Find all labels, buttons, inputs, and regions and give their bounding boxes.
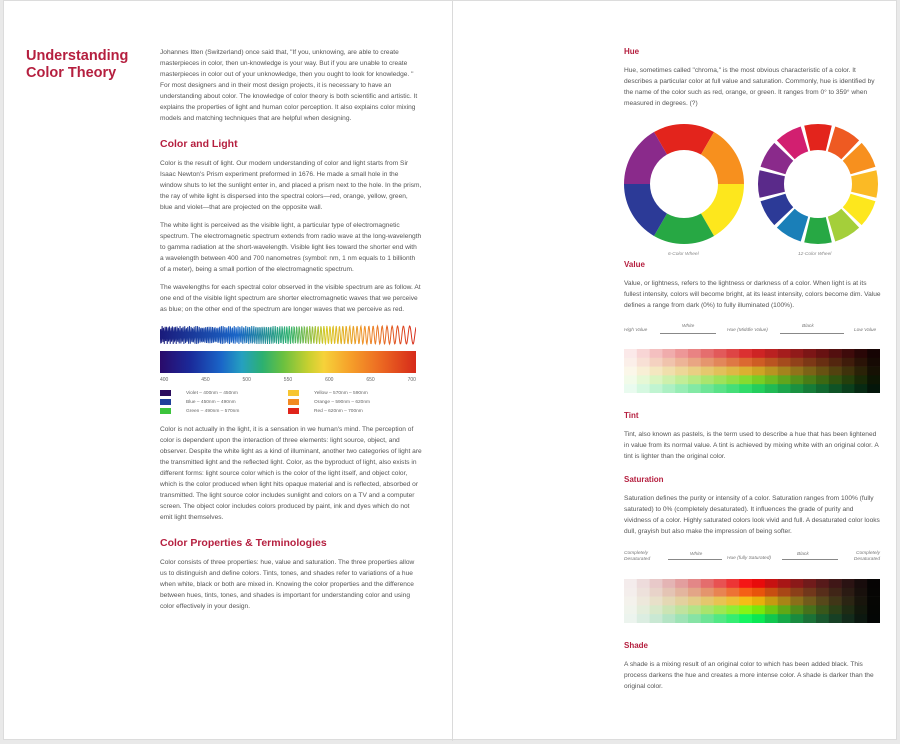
- grid-cell: [778, 375, 791, 384]
- grid-cell: [790, 375, 803, 384]
- grid-cell: [816, 358, 829, 367]
- grid-cell: [829, 614, 842, 623]
- grid-cell: [752, 349, 765, 358]
- grid-cell: [726, 367, 739, 376]
- grid-cell: [662, 358, 675, 367]
- grid-cell: [675, 588, 688, 597]
- grid-cell: [714, 375, 727, 384]
- value-arrow-right: [780, 333, 844, 334]
- grid-cell: [650, 384, 663, 393]
- grid-cell: [675, 579, 688, 588]
- grid-cell: [854, 579, 867, 588]
- grid-cell: [816, 605, 829, 614]
- grid-cell: [701, 358, 714, 367]
- tint-paragraph: Tint, also known as pastels, is the term used to describe a hue that has been lightened in value from its normal value. A tint is achieved by mixing white with an original color. A tint is lighter than the original color.: [624, 431, 879, 460]
- grid-cell: [624, 588, 637, 597]
- saturation-arrow-left: [668, 559, 722, 560]
- grid-cell: [765, 358, 778, 367]
- grid-cell: [752, 384, 765, 393]
- grid-cell: [650, 614, 663, 623]
- grid-cell: [790, 597, 803, 606]
- wheel-segment: [804, 217, 832, 244]
- grid-cell: [637, 597, 650, 606]
- grid-cell: [765, 588, 778, 597]
- grid-cell: [803, 588, 816, 597]
- grid-cell: [842, 605, 855, 614]
- grid-cell: [662, 367, 675, 376]
- grid-cell: [778, 367, 791, 376]
- grid-cell: [739, 367, 752, 376]
- grid-cell: [867, 605, 880, 614]
- legend-label: Yellow – 570nm – 590nm: [314, 390, 368, 396]
- tick-label: 600: [325, 377, 334, 383]
- grid-cell: [624, 579, 637, 588]
- grid-cell: [726, 375, 739, 384]
- grid-cell: [624, 349, 637, 358]
- title-line-2: Color Theory: [26, 65, 117, 81]
- grid-cell: [854, 597, 867, 606]
- shade-heading: Shade: [624, 641, 649, 650]
- grid-cell: [854, 367, 867, 376]
- grid-cell: [790, 605, 803, 614]
- grid-cell: [675, 367, 688, 376]
- tick-label: 650: [366, 377, 375, 383]
- grid-cell: [624, 367, 637, 376]
- spectrum-scale: [160, 377, 416, 383]
- six-color-wheel: [624, 122, 744, 246]
- grid-cell: [867, 588, 880, 597]
- grid-cell: [714, 597, 727, 606]
- value-heading: Value: [624, 260, 645, 269]
- grid-cell: [688, 349, 701, 358]
- grid-cell: [701, 579, 714, 588]
- wheel-segment: [851, 170, 878, 198]
- spectrum-legend: [160, 390, 422, 414]
- grid-cell: [650, 597, 663, 606]
- tick-label: 400: [160, 377, 169, 383]
- grid-cell: [867, 384, 880, 393]
- grid-cell: [842, 579, 855, 588]
- color-properties-paragraph: Color consists of three properties: hue, value and saturation. The three properties allow us to distinguish and define colors. Tints, tones, and shades refer to variations of a hue when white, black or both are mixed in. Knowing the color properties and the difference between hues, tints, tones, and shades is important for understanding color and using color effectively in your design.: [160, 559, 415, 610]
- value-scale-labels: [624, 324, 882, 338]
- grid-cell: [637, 384, 650, 393]
- grid-cell: [752, 375, 765, 384]
- saturation-paragraph: Saturation defines the purity or intensity of a color. Saturation ranges from 100% (fully saturated) to 0% (completely desaturated). It influences the grade of purity and vividness of a color. Highly saturated colors look vivid and full. A desaturated color looks dull, grayish but also make the impression of being softer.: [624, 495, 880, 535]
- grid-cell: [867, 358, 880, 367]
- black-label: Black: [797, 552, 809, 557]
- grid-cell: [662, 605, 675, 614]
- grid-cell: [816, 614, 829, 623]
- color-properties-heading: Color Properties & Terminologies: [160, 537, 327, 549]
- grid-cell: [829, 605, 842, 614]
- grid-cell: [829, 588, 842, 597]
- grid-cell: [688, 367, 701, 376]
- tick-label: 500: [242, 377, 251, 383]
- grid-cell: [701, 349, 714, 358]
- grid-cell: [650, 579, 663, 588]
- grid-cell: [726, 588, 739, 597]
- violet-swatch: [160, 390, 171, 396]
- tick-label: 550: [283, 377, 293, 383]
- grid-cell: [650, 588, 663, 597]
- grid-cell: [637, 579, 650, 588]
- desaturated-left-label: Completely Desaturated: [624, 551, 651, 562]
- color-light-paragraph-3: The wavelengths for each spectral color observed in the visible spectrum are as follow. At one end of the visible light spectrum are shorter electromagnetic waves that we perceive as blue; on the other end of the spectrum are longer waves that we perceive as red.: [160, 284, 421, 313]
- grid-cell: [842, 597, 855, 606]
- legend-label: Orange – 590nm – 620nm: [314, 399, 371, 405]
- grid-cell: [662, 614, 675, 623]
- grid-cell: [662, 349, 675, 358]
- grid-cell: [675, 605, 688, 614]
- grid-cell: [701, 614, 714, 623]
- grid-cell: [867, 367, 880, 376]
- grid-cell: [803, 367, 816, 376]
- grid-cell: [854, 349, 867, 358]
- brochure-page: [3, 0, 897, 740]
- grid-cell: [714, 579, 727, 588]
- grid-cell: [662, 579, 675, 588]
- grid-cell: [688, 579, 701, 588]
- grid-cell: [624, 358, 637, 367]
- value-paragraph: Value, or lightness, refers to the lightness or darkness of a color. When light is at its fullest intensity, colors will become bright, at its least intensity, colors become dim. Value defines a range from dark (0%) to fully illuminated (100%).: [624, 280, 881, 309]
- grid-cell: [688, 384, 701, 393]
- grid-cell: [765, 367, 778, 376]
- saturation-color-grid: [624, 579, 880, 623]
- grid-cell: [739, 614, 752, 623]
- grid-cell: [829, 384, 842, 393]
- fully-saturated-label: Hue (fully Saturated): [727, 556, 771, 561]
- green-swatch: [160, 408, 171, 414]
- grid-cell: [765, 384, 778, 393]
- grid-cell: [675, 358, 688, 367]
- grid-cell: [650, 349, 663, 358]
- grid-cell: [854, 605, 867, 614]
- grid-cell: [829, 358, 842, 367]
- grid-cell: [854, 384, 867, 393]
- saturation-arrow-right: [782, 559, 838, 560]
- grid-cell: [803, 375, 816, 384]
- grid-cell: [816, 597, 829, 606]
- grid-cell: [867, 579, 880, 588]
- grid-cell: [854, 614, 867, 623]
- wheel-segment: [804, 124, 832, 151]
- grid-cell: [790, 614, 803, 623]
- white-label: White: [690, 552, 703, 557]
- page-title: [26, 48, 156, 82]
- grid-cell: [637, 605, 650, 614]
- grid-cell: [726, 605, 739, 614]
- grid-cell: [778, 384, 791, 393]
- grid-cell: [675, 375, 688, 384]
- legend-item: [160, 408, 288, 414]
- grid-cell: [714, 605, 727, 614]
- color-light-paragraph-1: Color is the result of light. Our modern understanding of color and light starts from Sir Isaac Newton's Prism experiment preformed in 1676. He made a small hole in the window shuts to let the sunlight enter in, and placed a prism next to the hole. In the prism, the ray of white light is dispersed into the spectral colors—red, orange, yellow, green, blue and violet—that are projected on the opposite wall.: [160, 160, 422, 211]
- grid-cell: [662, 375, 675, 384]
- grid-cell: [816, 579, 829, 588]
- tick-label: 700: [407, 377, 416, 383]
- hue-paragraph: Hue, sometimes called "chroma," is the most obvious characteristic of a color. It describes a particular color at full value and saturation. Commonly, hue is identified by the name of the color such as red, orange, or green. It ranges from 0° to 359° when measured in degrees. (?): [624, 67, 875, 107]
- grid-cell: [714, 349, 727, 358]
- legend-item: [160, 390, 288, 396]
- grid-cell: [765, 579, 778, 588]
- grid-cell: [765, 605, 778, 614]
- saturation-scale-labels: [624, 550, 882, 568]
- red-swatch: [288, 408, 299, 414]
- grid-cell: [829, 349, 842, 358]
- middle-value-label: Hue (Middle Value): [727, 328, 768, 333]
- grid-cell: [701, 367, 714, 376]
- color-wheels: [624, 122, 882, 260]
- grid-cell: [867, 597, 880, 606]
- left-column: [160, 47, 422, 619]
- grid-cell: [688, 375, 701, 384]
- grid-cell: [701, 375, 714, 384]
- grid-cell: [790, 358, 803, 367]
- legend-item: [160, 399, 288, 405]
- color-light-paragraph-4: Color is not actually in the light, it is a sensation in we human's mind. The perception of color is dependent upon the interaction of three elements: light source, object, and observer. Despite the white light as a kind of illuminant, another two categories of light are the transmitted light and the reflected light. Color, as the byproduct of light, also exists in different forms: light source color which is the color of the light itself, and object color, which is the color produced when light hits opaque material and is reflected, absorbed or transmitted. The light source color includes sunlight and colors on a TV and a computer screen. The object color includes colors produced by paint, ink and dyes which do not emit light themselves.: [160, 426, 422, 521]
- grid-cell: [842, 349, 855, 358]
- legend-item: [288, 390, 416, 396]
- grid-cell: [624, 375, 637, 384]
- visible-spectrum-bar: [160, 351, 416, 373]
- grid-cell: [637, 588, 650, 597]
- grid-cell: [714, 367, 727, 376]
- grid-cell: [637, 358, 650, 367]
- right-column: [624, 47, 882, 705]
- grid-cell: [790, 367, 803, 376]
- grid-cell: [816, 367, 829, 376]
- grid-cell: [765, 597, 778, 606]
- grid-cell: [726, 614, 739, 623]
- grid-cell: [765, 614, 778, 623]
- grid-cell: [650, 367, 663, 376]
- tick-label: 450: [201, 377, 210, 383]
- grid-cell: [816, 588, 829, 597]
- grid-cell: [829, 375, 842, 384]
- value-arrow-left: [660, 333, 716, 334]
- grid-cell: [778, 358, 791, 367]
- legend-label: Blue – 450nm – 490nm: [186, 399, 236, 405]
- blue-swatch: [160, 399, 171, 405]
- grid-cell: [726, 384, 739, 393]
- grid-cell: [714, 358, 727, 367]
- shade-paragraph: A shade is a mixing result of an original color to which has been added black. This process darkens the hue and creates a more intense color. A shade is darker than the original color.: [624, 661, 874, 690]
- grid-cell: [778, 614, 791, 623]
- grid-cell: [624, 605, 637, 614]
- grid-cell: [675, 597, 688, 606]
- grid-cell: [803, 605, 816, 614]
- grid-cell: [765, 375, 778, 384]
- grid-cell: [662, 597, 675, 606]
- value-color-grid: [624, 349, 880, 393]
- grid-cell: [701, 597, 714, 606]
- grid-cell: [867, 614, 880, 623]
- black-label: Black: [802, 324, 814, 329]
- grid-cell: [803, 384, 816, 393]
- grid-cell: [688, 605, 701, 614]
- grid-cell: [842, 384, 855, 393]
- grid-cell: [842, 588, 855, 597]
- grid-cell: [726, 358, 739, 367]
- grid-cell: [752, 605, 765, 614]
- grid-cell: [624, 384, 637, 393]
- grid-cell: [675, 349, 688, 358]
- grid-cell: [816, 375, 829, 384]
- grid-cell: [803, 579, 816, 588]
- grid-cell: [739, 588, 752, 597]
- grid-cell: [701, 605, 714, 614]
- grid-cell: [842, 375, 855, 384]
- tint-heading: Tint: [624, 411, 639, 420]
- wavelength-wave-illustration: [160, 322, 416, 348]
- grid-cell: [790, 384, 803, 393]
- grid-cell: [842, 358, 855, 367]
- grid-cell: [739, 579, 752, 588]
- grid-cell: [637, 375, 650, 384]
- wheel-segment: [758, 170, 785, 198]
- grid-cell: [854, 358, 867, 367]
- grid-cell: [726, 597, 739, 606]
- grid-cell: [765, 349, 778, 358]
- grid-cell: [790, 349, 803, 358]
- grid-cell: [701, 384, 714, 393]
- grid-cell: [816, 349, 829, 358]
- twelve-color-wheel-caption: 12-Color Wheel: [798, 252, 832, 257]
- grid-cell: [803, 597, 816, 606]
- grid-cell: [688, 614, 701, 623]
- grid-cell: [637, 349, 650, 358]
- grid-cell: [842, 367, 855, 376]
- grid-cell: [650, 358, 663, 367]
- grid-cell: [829, 579, 842, 588]
- color-and-light-heading: Color and Light: [160, 138, 238, 150]
- color-light-paragraph-2: The white light is perceived as the visible light, a particular type of electromagnetic spectrum. The electromagnetic spectrum extends from radio wave at the long-wavelength to gamma radiation at the short-wavelength. Visible light lies toward the shorter end with a wavelength between 400 and 700 nanometres (symbol: nm, 1 nm equals to 1 billionth of a meter), being a small portion of the electromagnetic spectrum.: [160, 222, 422, 273]
- grid-cell: [854, 375, 867, 384]
- grid-cell: [803, 614, 816, 623]
- grid-cell: [650, 605, 663, 614]
- grid-cell: [842, 614, 855, 623]
- grid-cell: [778, 579, 791, 588]
- saturation-heading: Saturation: [624, 475, 664, 484]
- white-label: White: [682, 324, 695, 329]
- low-value-label: Low Value: [854, 328, 877, 333]
- grid-cell: [662, 588, 675, 597]
- grid-cell: [867, 375, 880, 384]
- grid-cell: [803, 349, 816, 358]
- grid-cell: [778, 349, 791, 358]
- grid-cell: [739, 384, 752, 393]
- grid-cell: [803, 358, 816, 367]
- grid-cell: [778, 605, 791, 614]
- grid-cell: [854, 588, 867, 597]
- grid-cell: [739, 605, 752, 614]
- grid-cell: [867, 349, 880, 358]
- grid-cell: [624, 597, 637, 606]
- grid-cell: [752, 588, 765, 597]
- grid-cell: [726, 349, 739, 358]
- legend-item: [288, 408, 416, 414]
- grid-cell: [701, 588, 714, 597]
- twelve-color-wheel: [756, 122, 880, 246]
- legend-label: Violet – 400nm – 450nm: [186, 390, 238, 396]
- grid-cell: [662, 384, 675, 393]
- intro-paragraph: Johannes Itten (Switzerland) once said that, "If you, unknowing, are able to create masterpieces in color, then un-knowledge is your way. But if you are unable to create masterpieces in color out of your unknowledge, then you ought to look for knowledge. " For most designers and in their most design projects, it is necessary to have an understanding about color. The knowledge of color theory is both scientific and artistic. It explains the properties of light and human color perception. It also explains color mixing models and matching techniques that are helpful when designing.: [160, 49, 418, 122]
- grid-cell: [739, 358, 752, 367]
- grid-cell: [829, 367, 842, 376]
- title-line-1: Understanding: [26, 48, 129, 64]
- six-color-wheel-caption: 6-Color Wheel: [668, 252, 699, 257]
- grid-cell: [637, 367, 650, 376]
- grid-cell: [778, 588, 791, 597]
- legend-item: [288, 399, 416, 405]
- grid-cell: [739, 375, 752, 384]
- orange-swatch: [288, 399, 299, 405]
- grid-cell: [688, 358, 701, 367]
- grid-cell: [739, 349, 752, 358]
- grid-cell: [816, 384, 829, 393]
- grid-cell: [714, 614, 727, 623]
- grid-cell: [752, 358, 765, 367]
- hue-heading: Hue: [624, 47, 640, 56]
- grid-cell: [714, 588, 727, 597]
- grid-cell: [688, 597, 701, 606]
- grid-cell: [739, 597, 752, 606]
- grid-cell: [790, 579, 803, 588]
- grid-cell: [675, 614, 688, 623]
- grid-cell: [637, 614, 650, 623]
- grid-cell: [778, 597, 791, 606]
- desaturated-right-label: Completely Desaturated: [853, 551, 880, 562]
- grid-cell: [829, 597, 842, 606]
- grid-cell: [752, 597, 765, 606]
- grid-cell: [650, 375, 663, 384]
- grid-cell: [752, 579, 765, 588]
- grid-cell: [752, 367, 765, 376]
- grid-cell: [624, 614, 637, 623]
- grid-cell: [752, 614, 765, 623]
- legend-label: Green – 490nm – 570nm: [186, 408, 240, 414]
- high-value-label: High Value: [624, 328, 648, 333]
- grid-cell: [688, 588, 701, 597]
- yellow-swatch: [288, 390, 299, 396]
- grid-cell: [790, 588, 803, 597]
- legend-label: Red – 620nm – 700nm: [314, 408, 363, 414]
- grid-cell: [714, 384, 727, 393]
- page-fold-divider: [452, 1, 453, 741]
- grid-cell: [675, 384, 688, 393]
- grid-cell: [726, 579, 739, 588]
